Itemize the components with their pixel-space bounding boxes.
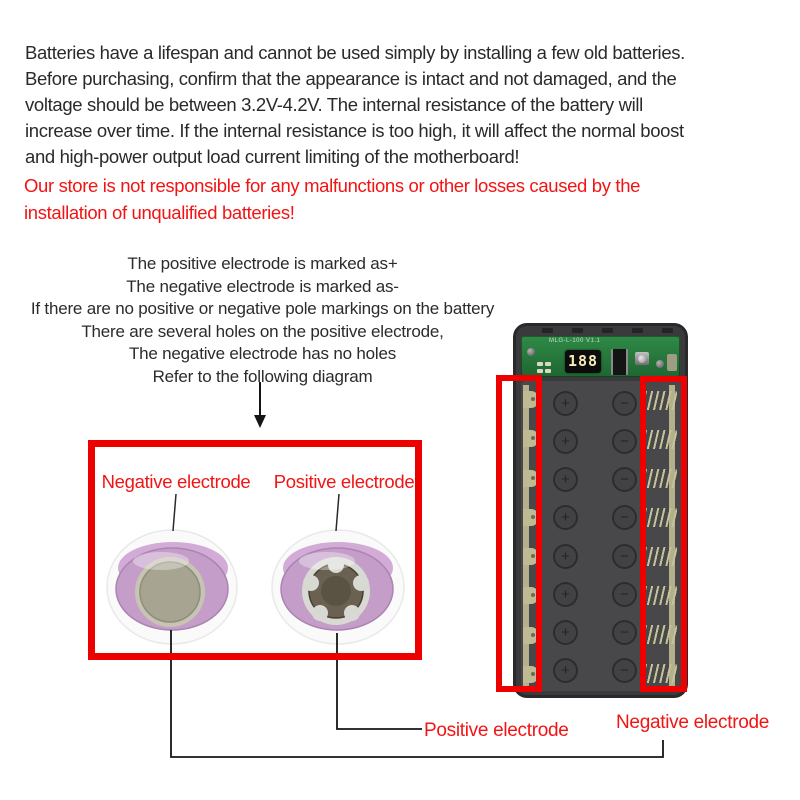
case-tab [662,328,673,333]
intro-line: Before purchasing, confirm that the appearance is intact and not damaged, and the [25,68,677,89]
intro-text [25,40,685,170]
instruction-line: If there are no positive or negative pole markings on the battery [30,299,495,318]
ic-chip-icon [611,349,628,375]
minus-mark: − [612,658,637,683]
intro-line: Batteries have a lifespan and cannot be used simply by installing a few old batteries. [25,42,685,63]
pcb-silk-label: MLG-L-100 V1.1 [549,338,601,344]
plus-mark: + [553,391,578,416]
positive-electrode-label: Positive electrode [273,471,415,492]
plus-mark-column [553,391,578,683]
disclaimer-text [24,172,640,226]
minus-mark-column [612,391,637,683]
instruction-line: The negative electrode is marked as- [126,276,399,296]
plus-mark: + [553,620,578,645]
negative-contact-highlight [640,376,687,692]
minus-mark: − [612,582,637,607]
case-tab [542,328,553,333]
pcb-board [521,336,680,377]
negative-electrode-label: Negative electrode [101,471,251,492]
plus-mark: + [553,544,578,569]
intro-line: and high-power output load current limiting of the motherboard! [25,146,520,167]
pcb-button [635,352,649,365]
led-display: 188 [565,350,601,373]
metal-clip [667,354,677,371]
screw-icon [656,360,664,368]
instruction-line: Refer to the following diagram [152,366,373,386]
instruction-line: The negative electrode has no holes [128,344,397,363]
minus-mark: − [612,544,637,569]
intro-line: increase over time. If the internal resistance is too high, it will affect the normal boost [25,120,684,141]
down-arrow-icon [250,381,270,429]
minus-mark: − [612,429,637,454]
plus-mark: + [553,505,578,530]
intro-line: voltage should be between 3.2V-4.2V. The internal resistance of the battery will [25,94,643,115]
minus-mark: − [612,505,637,530]
case-tab [602,328,613,333]
disclaimer-line: Our store is not responsible for any malfunctions or other losses caused by the [24,175,641,196]
electrode-diagram-box [88,440,422,660]
pcb-component [537,369,543,373]
bottom-positive-electrode-label: Positive electrode [424,720,569,741]
minus-mark: − [612,391,637,416]
case-tab [632,328,643,333]
instruction-line: The positive electrode is marked as+ [127,254,398,273]
pcb-component [545,369,551,373]
pcb-component [545,362,551,366]
minus-mark: − [612,467,637,492]
minus-mark: − [612,620,637,645]
plus-mark: + [553,658,578,683]
plus-mark: + [553,429,578,454]
instruction-line: There are several holes on the positive electrode, [81,321,444,341]
screw-icon [527,348,535,356]
case-tab [572,328,583,333]
instructions-text [0,253,525,388]
bottom-negative-electrode-label: Negative electrode [616,712,770,733]
disclaimer-line: installation of unqualified batteries! [24,202,295,223]
pcb-component [537,362,543,366]
plus-mark: + [553,582,578,607]
plus-mark: + [553,467,578,492]
positive-contact-highlight [496,375,542,692]
